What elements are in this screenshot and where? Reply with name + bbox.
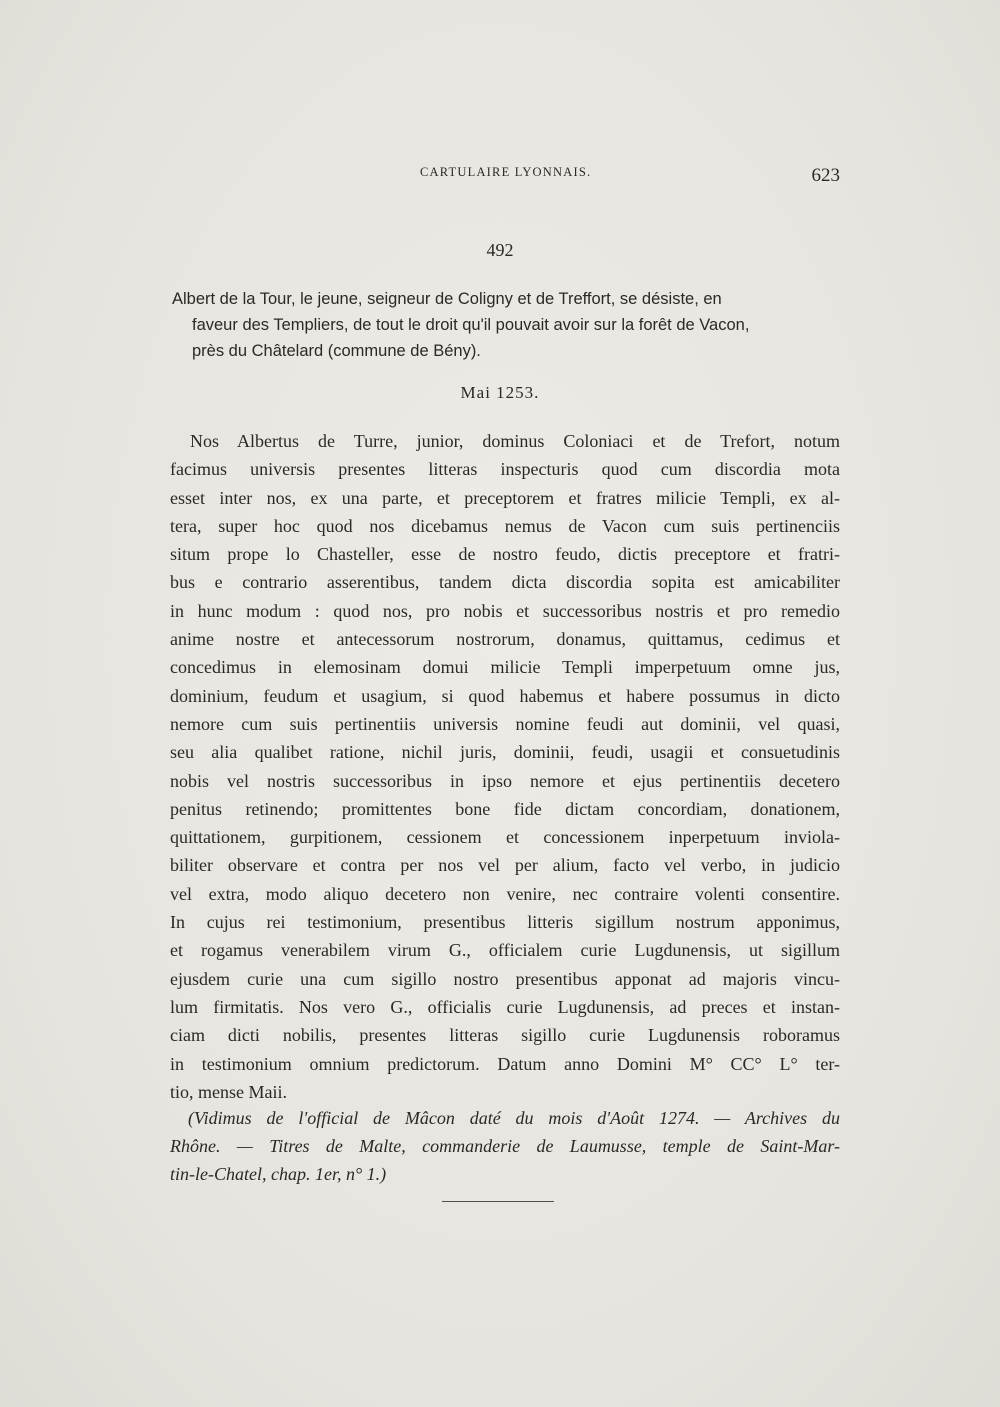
body-line: nobis vel nostris successoribus in ipso nemore et ejus pertinentiis decetero xyxy=(170,770,840,791)
body-line: Nos Albertus de Turre, junior, dominus Coloniaci et de Trefort, notum xyxy=(190,431,840,451)
body-line: in hunc modum : quod nos, pro nobis et successoribus nostris et pro remedio xyxy=(170,600,840,621)
body-line: ejusdem curie una cum sigillo nostro presentibus apponat ad majoris vincu- xyxy=(170,968,840,989)
body-line: situm prope lo Chasteller, esse de nostro feudo, dictis preceptore et fratri- xyxy=(170,544,840,565)
summary-line: près du Châtelard (commune de Bény). xyxy=(192,342,481,360)
body-line: In cujus rei testimonium, presentibus litteris sigillum nostrum apponimus, xyxy=(170,912,840,933)
body-line: tio, mense Maii. xyxy=(170,1081,287,1102)
charter-number: 492 xyxy=(486,240,514,260)
body-line: ciam dicti nobilis, presentes litteras sigillo curie Lugdunensis roboramus xyxy=(170,1025,840,1046)
body-line: quittationem, gurpitionem, cessionem et concessionem inperpetuum inviola- xyxy=(170,827,840,848)
charter-date: Mai 1253. xyxy=(460,383,540,402)
body-line: tera, super hoc quod nos dicebamus nemus de Vacon cum suis pertinenciis xyxy=(170,515,840,536)
summary-line: faveur des Templiers, de tout le droit qu'il pouvait avoir sur la forêt de Vacon, xyxy=(192,316,750,334)
source-line: (Vidimus de l'official de Mâcon daté du mois d'Août 1274. — Archives du xyxy=(188,1108,840,1128)
body-line: lum firmitatis. Nos vero G., officialis curie Lugdunensis, ad preces et instan- xyxy=(170,996,840,1017)
body-line: facimus universis presentes litteras inspecturis quod cum discordia mota xyxy=(170,459,840,480)
body-line: in testimonium omnium predictorum. Datum anno Domini M° CC° L° ter- xyxy=(170,1053,840,1074)
charter-summary xyxy=(172,286,840,364)
body-line: concedimus in elemosinam domui milicie Templi imperpetuum omne jus, xyxy=(170,657,840,678)
body-line: anime nostre et antecessorum nostrorum, donamus, quittamus, cedimus et xyxy=(170,629,840,650)
body-line: biliter observare et contra per nos vel per alium, facto vel verbo, in judicio xyxy=(170,855,840,876)
running-head xyxy=(170,165,840,189)
body-line: vel extra, modo aliquo decetero non venire, nec contraire volenti consentire. xyxy=(170,883,840,904)
body-line: et rogamus venerabilem virum G., officialem curie Lugdunensis, ut sigillum xyxy=(170,940,840,961)
source-line: Rhône. — Titres de Malte, commanderie de Laumusse, temple de Saint-Mar- xyxy=(170,1136,840,1156)
body-line: dominium, feudum et usagium, si quod habemus et habere possumus in dicto xyxy=(170,685,840,706)
charter-body xyxy=(170,427,840,1106)
body-line: seu alia qualibet ratione, nichil juris, dominii, feudi, usagii et consuetudinis xyxy=(170,742,840,763)
source-line: tin-le-Chatel, chap. 1er, n° 1.) xyxy=(170,1164,387,1184)
body-line: bus e contrario asserentibus, tandem dicta discordia sopita est amicabiliter xyxy=(170,572,840,593)
running-title: CARTULAIRE LYONNAIS. xyxy=(420,165,592,179)
body-line: nemore cum suis pertinentiis universis nomine feudi aut dominii, vel quasi, xyxy=(170,713,840,734)
summary-line: Albert de la Tour, le jeune, seigneur de Coligny et de Treffort, se désiste, en xyxy=(172,290,722,308)
body-line: penitus retinendo; promittentes bone fide dictam concordiam, donationem, xyxy=(170,798,840,819)
page-number: 623 xyxy=(811,165,840,186)
closing-rule xyxy=(442,1201,554,1202)
source-note xyxy=(170,1104,840,1188)
body-line: esset inter nos, ex una parte, et preceptorem et fratres milicie Templi, ex al- xyxy=(170,487,840,508)
